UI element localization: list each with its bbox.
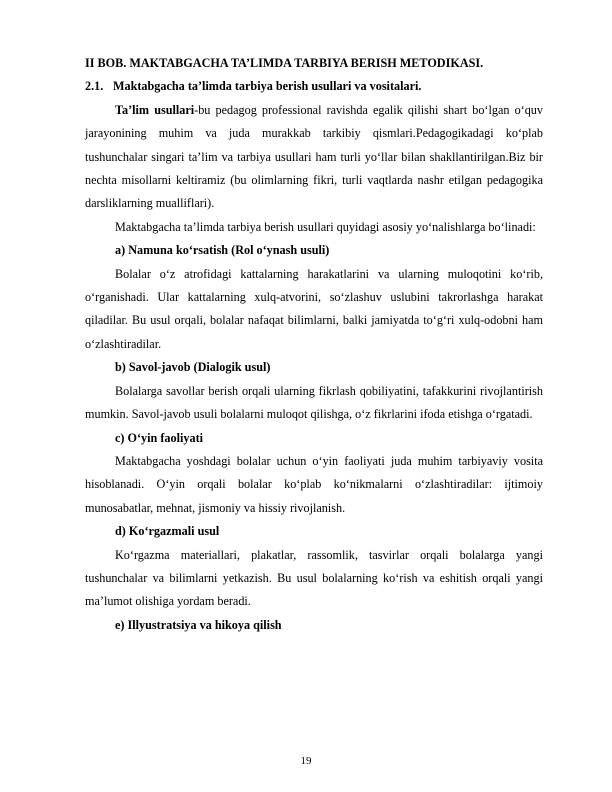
- subheading-c: c) O‘yin faoliyati: [115, 430, 204, 445]
- paragraph-a: Bolalar o‘z atrofidagi kattalarning harakatlarini va ularning muloqotini ko‘rib, o‘rganishadi. Ular kattalarning xulq-atvorini, so‘zlashuv uslubini takrorlashga harakat qiladilar. Bu usul orqali, bolalar nafaqat bilimlarni, balki jamiyatda to‘g‘ri xulq-odobni ham o‘zlashtiradilar.: [85, 266, 543, 351]
- section-heading: [85, 75, 543, 98]
- page-body: [85, 52, 543, 637]
- subheading-b: b) Savol-javob (Dialogik usul): [115, 360, 271, 375]
- paragraph-c: Maktabgacha yoshdagi bolalar uchun o‘yin faoliyati juda muhim tarbiyaviy vosita hisoblanadi. O‘yin orqali bolalar ko‘plab ko‘nikmalarni o‘zlashtiradilar: ijtimoiy munosabatlar, mehnat, jismoniy va hissiy rivojlanish.: [85, 453, 543, 515]
- section-title: Maktabgacha ta’limda tarbiya berish usullari va vositalari.: [113, 79, 422, 94]
- section-number: 2.1.: [85, 79, 104, 94]
- paragraph-intro: [85, 99, 543, 216]
- term-talim-usullari: Ta’lim usullari: [115, 102, 195, 117]
- subheading-a: a) Namuna ko‘rsatish (Rol o‘ynash usuli): [115, 243, 330, 258]
- paragraph-directions: Maktabgacha ta’limda tarbiya berish usullari quyidagi asosiy yo‘nalishlarga bo‘linadi:: [115, 219, 536, 234]
- subheading-d: d) Ko‘rgazmali usul: [115, 524, 220, 539]
- paragraph-d: Ko‘rgazma materiallari, plakatlar, rassomlik, tasvirlar orqali bolalarga yangi tushunchalar va bilimlarni yetkazish. Bu usul bolalarning ko‘rish va eshitish orqali yangi ma’lumot olishiga yordam beradi.: [85, 547, 543, 609]
- subheading-e: e) Illyustratsiya va hikoya qilish: [115, 617, 282, 632]
- paragraph-b: Bolalarga savollar berish orqali ularning fikrlash qobiliyatini, tafakkurini rivojlantirish mumkin. Savol-javob usuli bolalarni muloqot qilishga, o‘z fikrlarini ifoda etishga o‘rgatadi.: [85, 383, 543, 422]
- paragraph-intro-text: -bu pedagog professional ravishda egalik qilishi shart bo‘lgan o‘quv jarayonining muhim va juda murakkab tarkibiy qismlari.Pedagogikadagi ko‘plab tushunchalar singari ta’lim va tarbiya usullari ham turli yo‘llar bilan shakllantirilgan.Biz bir nechta misollarni keltiramiz (bu olimlarning fikri, turli vaqtlarda nashr etilgan pedagogika darsliklarning mualliflari).: [85, 102, 543, 211]
- page-number: 19: [300, 755, 312, 767]
- chapter-title: II BOB. MAKTABGACHA TA’LIMDA TARBIYA BERISH METODIKASI.: [85, 56, 484, 70]
